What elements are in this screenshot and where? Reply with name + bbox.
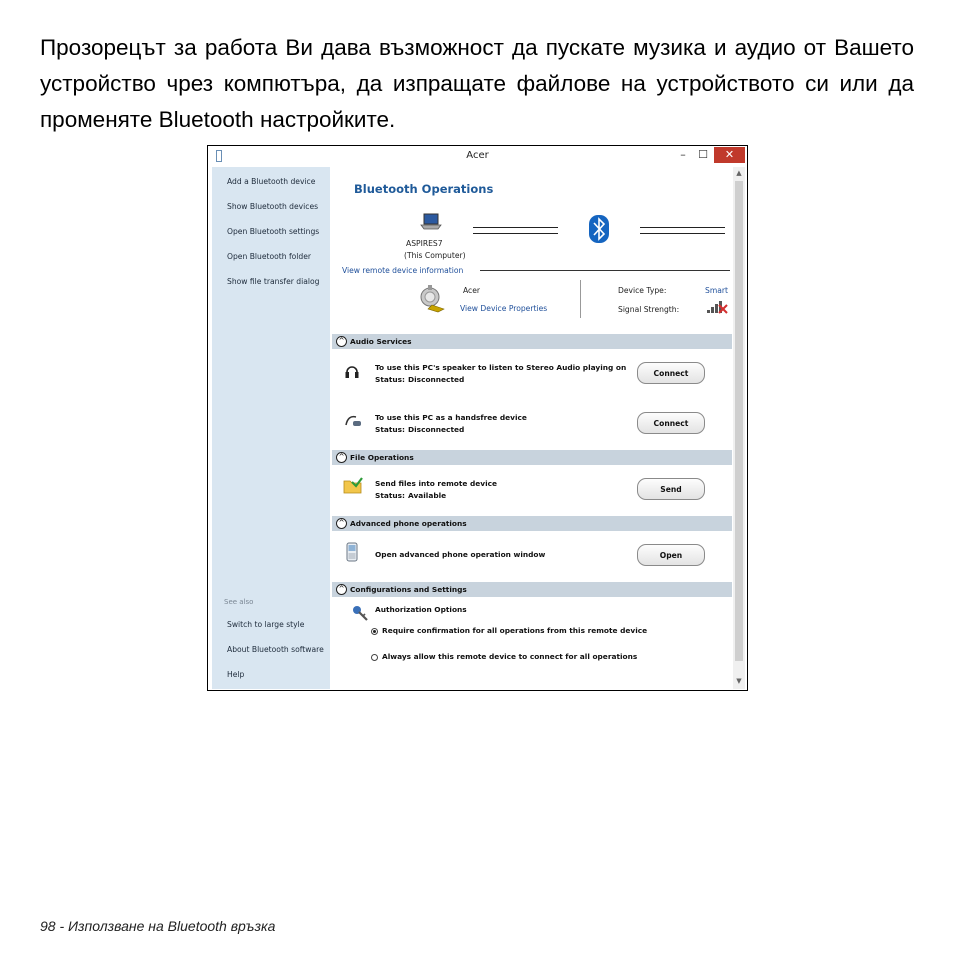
stereo-connect-button[interactable]: Connect bbox=[637, 362, 705, 384]
handsfree-status-label: Status: bbox=[375, 425, 405, 434]
require-confirmation-label: Require confirmation for all operations from this remote device bbox=[382, 626, 648, 635]
file-status-value: Available bbox=[408, 491, 447, 500]
bluetooth-window bbox=[207, 145, 748, 691]
handsfree-description: To use this PC as a handsfree device bbox=[375, 413, 527, 422]
sidebar-item-help[interactable]: Help bbox=[227, 670, 245, 679]
close-button[interactable]: ✕ bbox=[714, 147, 745, 163]
section-label: Advanced phone operations bbox=[350, 519, 467, 528]
handsfree-status-value: Disconnected bbox=[408, 425, 465, 434]
connection-line-right-top bbox=[640, 227, 725, 228]
bluetooth-icon bbox=[589, 215, 609, 243]
collapse-chevron-icon[interactable]: ^ bbox=[336, 336, 347, 347]
stereo-status-label: Status: bbox=[375, 375, 405, 384]
scroll-up-icon[interactable]: ▲ bbox=[736, 169, 742, 177]
authorization-icon bbox=[351, 604, 369, 622]
radio-require-confirmation[interactable] bbox=[371, 628, 378, 635]
collapse-chevron-icon[interactable]: ^ bbox=[336, 452, 347, 463]
collapse-chevron-icon[interactable]: ^ bbox=[336, 584, 347, 595]
scroll-down-icon[interactable]: ▼ bbox=[736, 677, 742, 685]
sidebar-item-add-device[interactable]: Add a Bluetooth device bbox=[227, 177, 316, 186]
maximize-button[interactable]: ☐ bbox=[698, 148, 708, 161]
sidebar-item-show-devices[interactable]: Show Bluetooth devices bbox=[227, 202, 319, 211]
section-audio-services[interactable] bbox=[332, 334, 732, 349]
view-device-properties-link[interactable]: View Device Properties bbox=[460, 304, 548, 313]
send-button[interactable]: Send bbox=[637, 478, 705, 500]
see-also-heading: See also bbox=[224, 598, 254, 606]
remote-device-name: Acer bbox=[463, 286, 481, 295]
page-title: Bluetooth Operations bbox=[354, 182, 494, 196]
section-file-operations[interactable] bbox=[332, 450, 732, 465]
send-files-description: Send files into remote device bbox=[375, 479, 498, 488]
connection-line-left-bottom bbox=[473, 233, 558, 234]
computer-note: (This Computer) bbox=[404, 251, 466, 260]
radio-always-allow[interactable] bbox=[371, 654, 378, 661]
intro-paragraph: Прозорецът за работа Ви дава възможност да пускате музика и аудио от Вашето устройство чрез компютъра, да изпращате файлове на устройството си или да променяте Bluetooth настройките. bbox=[40, 35, 914, 132]
computer-name: ASPIRES7 bbox=[406, 239, 443, 248]
device-type-label: Device Type: bbox=[618, 286, 667, 295]
minimize-button[interactable]: – bbox=[680, 148, 686, 161]
vertical-scrollbar[interactable] bbox=[733, 167, 745, 689]
connection-line-right-bottom bbox=[640, 233, 725, 234]
vertical-divider bbox=[580, 280, 581, 318]
remote-device-icon bbox=[416, 283, 446, 313]
phone-icon bbox=[346, 542, 358, 562]
sidebar bbox=[212, 167, 330, 689]
view-remote-info-link[interactable]: View remote device information bbox=[342, 266, 464, 275]
connection-line-left-top bbox=[473, 227, 558, 228]
sidebar-item-open-folder[interactable]: Open Bluetooth folder bbox=[227, 252, 312, 261]
signal-strength-label: Signal Strength: bbox=[618, 305, 680, 314]
scroll-thumb[interactable] bbox=[735, 181, 743, 661]
always-allow-label: Always allow this remote device to connect for all operations bbox=[382, 652, 638, 661]
sidebar-item-about[interactable]: About Bluetooth software bbox=[227, 645, 324, 654]
divider-line bbox=[480, 270, 730, 271]
section-label: Audio Services bbox=[350, 337, 412, 346]
section-label: Configurations and Settings bbox=[350, 585, 467, 594]
headset-icon bbox=[344, 413, 362, 429]
main-panel bbox=[332, 167, 732, 689]
stereo-status-value: Disconnected bbox=[408, 375, 465, 384]
signal-strength-icon bbox=[706, 300, 728, 314]
advanced-phone-description: Open advanced phone operation window bbox=[375, 550, 546, 559]
open-button[interactable]: Open bbox=[637, 544, 705, 566]
handsfree-connect-button[interactable]: Connect bbox=[637, 412, 705, 434]
section-configurations[interactable] bbox=[332, 582, 732, 597]
section-label: File Operations bbox=[350, 453, 414, 462]
stereo-audio-description: To use this PC's speaker to listen to Stereo Audio playing on bbox=[375, 363, 627, 372]
section-advanced-phone[interactable] bbox=[332, 516, 732, 531]
device-type-value: Smart bbox=[705, 286, 728, 295]
sidebar-item-file-transfer[interactable]: Show file transfer dialog bbox=[227, 277, 320, 286]
window-title: Acer bbox=[466, 150, 489, 161]
title-bar bbox=[208, 146, 747, 166]
laptop-icon bbox=[420, 212, 442, 232]
file-status-label: Status: bbox=[375, 491, 405, 500]
collapse-chevron-icon[interactable]: ^ bbox=[336, 518, 347, 529]
send-folder-icon bbox=[343, 476, 363, 494]
sidebar-item-open-settings[interactable]: Open Bluetooth settings bbox=[227, 227, 320, 236]
authorization-options-title: Authorization Options bbox=[375, 605, 467, 614]
sidebar-item-large-style[interactable]: Switch to large style bbox=[227, 620, 305, 629]
headphones-icon bbox=[344, 362, 360, 380]
page-footer: 98 - Използване на Bluetooth връзка bbox=[40, 918, 276, 934]
